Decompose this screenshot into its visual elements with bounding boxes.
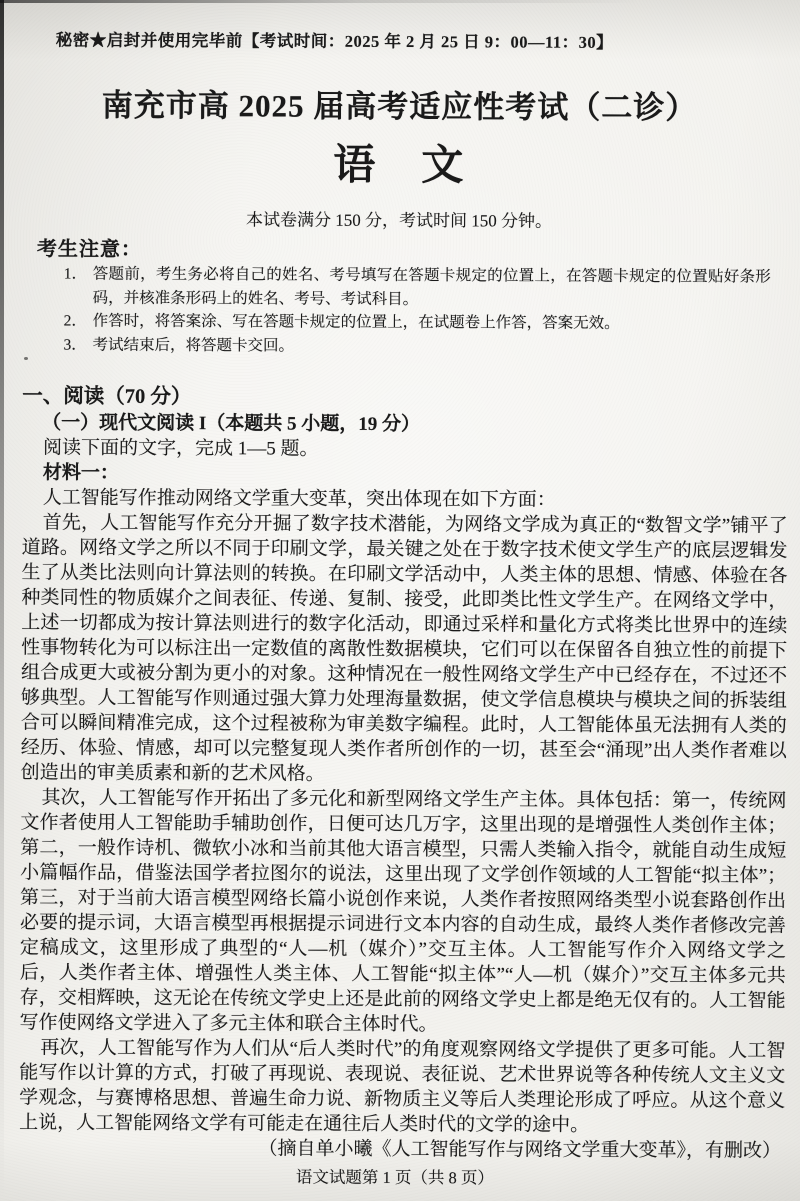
section-heading: 一、阅读（70 分） xyxy=(22,385,192,409)
material-paragraph-3: 再次，人工智能写作为人们从“后人类时代”的角度观察网络文学提供了更多可能。人工智能写作以计算的方式，打破了再现说、表现说、表征说、艺术世界说等各种传统人文主义文学观念，与赛博格思想、普遍生命力说、新物质主义等后人类理论形成了呼应。从这个意义上说，人工智能网络文学有可能走在通往后人类时代的文学的途中。 xyxy=(19,1037,786,1136)
notice-item-3-number: 3． xyxy=(63,336,87,354)
exam-info-line: 本试卷满分 150 分，考试时间 150 分钟。 xyxy=(245,210,553,231)
notice-item-1 xyxy=(64,263,771,313)
subject-title: 语 文 xyxy=(333,142,466,190)
exam-title: 南充市高 2025 届高考适应性考试（二诊） xyxy=(101,87,698,126)
notice-item-3 xyxy=(63,333,770,360)
notice-item-2-text: 作答时，将答案涂、写在答题卡规定的位置上，在试题卷上作答，答案无效。 xyxy=(92,312,620,332)
part-heading: （一）现代文阅读 I（本题共 5 小题，19 分） xyxy=(42,412,421,436)
notice-title: 考生注意： xyxy=(36,238,142,261)
notice-item-1-text: 答题前，考生务必将自己的姓名、考号填写在答题卡规定的位置上，在答题卡规定的位置贴好条形码，并核准条形码上的姓名、考号、考试科目。 xyxy=(92,265,771,308)
notice-item-3-text: 考试结束后，将答题卡交回。 xyxy=(92,336,295,355)
security-classification-notice: 秘密★启封并使用完毕前【考试时间：2025 年 2 月 25 日 9：00—11：30】 xyxy=(55,30,614,52)
material-intro-line: 人工智能写作推动网络文学重大变革，突出体现在如下方面： xyxy=(42,487,556,511)
candidate-notice-section xyxy=(36,236,771,359)
material-paragraph-1: 首先，人工智能写作充分开掘了数字技术潜能，为网络文学成为真正的“数智文学”铺平了道路。网络文学之所以不同于印刷文学，最关键之处在于数字技术使文学生产的底层逻辑发生了从类比法则向计算法则的转换。在印刷文学活动中，人类主体的思想、情感、体验在各种类同性的物质媒介之间表征、传递、复制、接受，此即类比性文学生产。在网络文学中，上述一切都成为按计算法则进行的数字化活动，即通过采样和量化方式将类比世界中的连续性事物转化为可以标注出一定数值的离散性数据模块，它们可以在保留各自独立性的前提下组合成更大或被分割为更小的对象。这种情况在一般性网络文学生产中已经存在，不过还不够典型。人工智能写作则通过强大算力处理海量数据，使文学信息模块与模块之间的拆装组合可以瞬间精准完成，这个过程被称为审美数字编程。此时，人工智能体虽无法拥有人类的经历、体验、情感，却可以完整复现人类作者所创作的一切，甚至会“涌现”出人类作者难以创造出的审美质素和新的艺术风格。 xyxy=(20,512,788,785)
page-number-footer: 语文试题第 1 页（共 8 页） xyxy=(295,1167,494,1188)
notice-item-1-number: 1． xyxy=(63,265,88,283)
reading-instruction: 阅读下面的文字，完成 1—5 题。 xyxy=(42,437,319,460)
notice-item-2-number: 2． xyxy=(63,312,87,330)
material-one-label: 材料一： xyxy=(42,462,119,484)
reading-section xyxy=(19,383,788,1163)
notice-item-2 xyxy=(64,310,771,337)
material-paragraph-2: 其次，人工智能写作开拓出了多元化和新型网络文学生产主体。具体包括：第一，传统网文作者使用人工智能助手辅助创作，日便可达几万字，这里出现的是增强性人类创作主体；第二，一般作诗机、微软小冰和当前其他大语言模型，只需人类输入指令，就能自动生成短小篇幅作品，借鉴法国学者拉图尔的说法，这里出现了文学创作领域的人工智能“拟主体”；第三，对于当前大语言模型网络长篇小说创作来说，人类作者按照网络类型小说套路创作出必要的提示词，大语言模型再根据提示词进行文本内容的自动生成，最终人类作者修改完善定稿成文，这里形成了典型的“人—机（媒介）”交互主体。人工智能写作介入网络文学之后，人类作者主体、增强性人类主体、人工智能“拟主体”“人—机（媒介）”交互主体多元共存，交相辉映，这无论在传统文学史上还是此前的网络文学史上都是绝无仅有的。人工智能写作使网络文学进入了多元主体和联合主体时代。 xyxy=(19,787,787,1036)
source-attribution: （摘自单小曦《人工智能写作与网络文学重大变革》，有删改） xyxy=(258,1138,782,1162)
